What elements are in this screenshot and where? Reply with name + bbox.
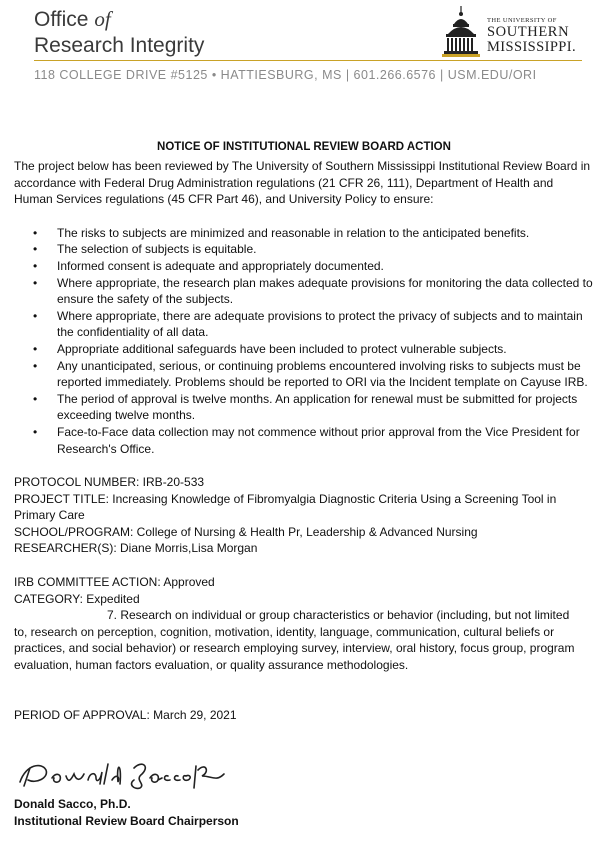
handwritten-signature (16, 758, 236, 792)
protocol-details (14, 474, 594, 557)
criteria-item: • Appropriate additional safeguards have been included to protect vulnerable subjects. (33, 341, 507, 356)
signer-title: Institutional Review Board Chairperson (14, 814, 239, 828)
approval-period-block (14, 707, 594, 724)
category-description-lead: 7. Research on individual or group characteristics or behavior (including, but not limited (107, 608, 570, 623)
notice-intro: The project below has been reviewed by The University of Southern Mississippi Institutional Review Board in accordance with Federal Drug Administration regulations (21 CFR 26, 111), Department of Health and Human Services regulations (45 CFR Part 46), and University Policy to ensure: (14, 159, 591, 207)
criteria-item: • Where appropriate, there are adequate provisions to protect the privacy of subjects and to maintain the confidentiality of all data. (33, 308, 583, 340)
criteria-item: • Face-to-Face data collection may not commence without prior approval from the Vice President for Research's Office. (33, 424, 580, 456)
category-description: to, research on perception, cognition, motivation, identity, language, communication, cultural beliefs or practices, and social behavior) or research employing survey, interview, oral history, focus group, program evaluation, human factors evaluation, or quality assurance methodologies. (14, 624, 575, 673)
criteria-item: • Informed consent is adequate and appropriately documented. (33, 258, 384, 273)
researchers: RESEARCHER(S): Diane Morris,Lisa Morgan (14, 541, 258, 556)
office-address: 118 COLLEGE DRIVE #5125 • HATTIESBURG, MS | 601.266.6576 | USM.EDU/ORI (34, 68, 537, 82)
project-title: PROJECT TITLE: Increasing Knowledge of Fibromyalgia Diagnostic Criteria Using a Screening Tool in Primary Care (14, 491, 557, 523)
header-divider (34, 60, 582, 61)
criteria-item: • Where appropriate, the research plan makes adequate provisions for monitoring the data collected to ensure the safety of the subjects. (33, 275, 593, 307)
logo-university-label: THE UNIVERSITY OF (487, 17, 557, 24)
logo-mississippi: MISSISSIPPI. (487, 39, 577, 55)
office-title: Office of (34, 7, 111, 31)
bullet-icon: • (33, 275, 38, 290)
notice-body (14, 158, 594, 723)
bullet-icon: • (33, 341, 38, 356)
university-logo (440, 6, 590, 58)
criteria-list (14, 225, 594, 457)
dome-icon (440, 6, 484, 58)
criteria-item: • The risks to subjects are minimized and reasonable in relation to the anticipated benefits. (33, 225, 530, 240)
committee-action: IRB COMMITTEE ACTION: Approved (14, 575, 215, 590)
school-program: SCHOOL/PROGRAM: College of Nursing & Health Pr, Leadership & Advanced Nursing (14, 524, 478, 539)
bullet-icon: • (33, 358, 38, 373)
bullet-icon: • (33, 424, 38, 439)
protocol-number: PROTOCOL NUMBER: IRB-20-533 (14, 475, 205, 490)
notice-title: NOTICE OF INSTITUTIONAL REVIEW BOARD ACTION (157, 141, 451, 153)
bullet-icon: • (33, 225, 38, 240)
bullet-icon: • (33, 391, 38, 406)
criteria-item: • Any unanticipated, serious, or continuing problems encountered involving risks to subjects must be reported immediately. Problems should be reported to ORI via the Incident template on Cayuse IRB. (33, 358, 588, 390)
committee-details (14, 574, 594, 674)
signer-block (14, 796, 239, 830)
bullet-icon: • (33, 242, 38, 257)
category: CATEGORY: Expedited (14, 591, 140, 606)
bullet-icon: • (33, 308, 38, 323)
criteria-item: • The selection of subjects is equitable. (33, 242, 257, 257)
office-subtitle: Research Integrity (34, 34, 205, 57)
bullet-icon: • (33, 258, 38, 273)
signer-name: Donald Sacco, Ph.D. (14, 797, 131, 811)
logo-southern: SOUTHERN (487, 24, 570, 40)
criteria-item: • The period of approval is twelve months. An application for renewal must be submitted for projects exceeding twelve months. (33, 391, 578, 423)
approval-period: PERIOD OF APPROVAL: March 29, 2021 (14, 707, 237, 722)
